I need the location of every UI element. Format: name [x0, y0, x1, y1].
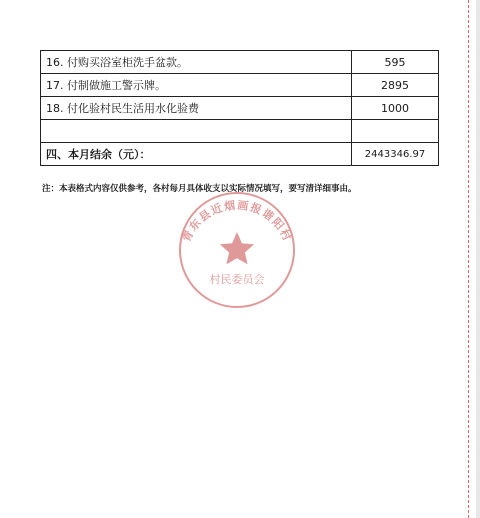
footnote: 注：本表格式内容仅供参考，各村每月具体收支以实际情况填写，要写清详细事由。: [42, 184, 357, 194]
official-seal: [172, 188, 302, 308]
seal-arc-text: 青东县近烟画报谐阳村: [179, 198, 295, 245]
seal-star-icon: [220, 232, 254, 264]
table-row: [41, 51, 439, 74]
table-row: [41, 120, 439, 143]
total-label: 四、本月结余（元）：: [41, 143, 352, 166]
row-description: [41, 120, 352, 143]
table-row: [41, 97, 439, 120]
row-description: 17. 付制做施工警示牌。: [41, 74, 352, 97]
row-description: 18. 付化验村民生活用水化验费: [41, 97, 352, 120]
total-row: [41, 143, 439, 166]
row-amount: 1000: [352, 97, 439, 120]
seal-bottom-text: 村民委员会: [209, 273, 265, 286]
row-description: 16. 付购买浴室柜洗手盆款。: [41, 51, 352, 74]
row-amount: 595: [352, 51, 439, 74]
page-edge-dashed-line: [468, 0, 469, 518]
expense-table: [40, 50, 439, 166]
total-amount: 2443346.97: [352, 143, 439, 166]
row-amount: 2895: [352, 74, 439, 97]
table-row: [41, 74, 439, 97]
page-edge-shadow: [476, 0, 480, 518]
row-amount: [352, 120, 439, 143]
